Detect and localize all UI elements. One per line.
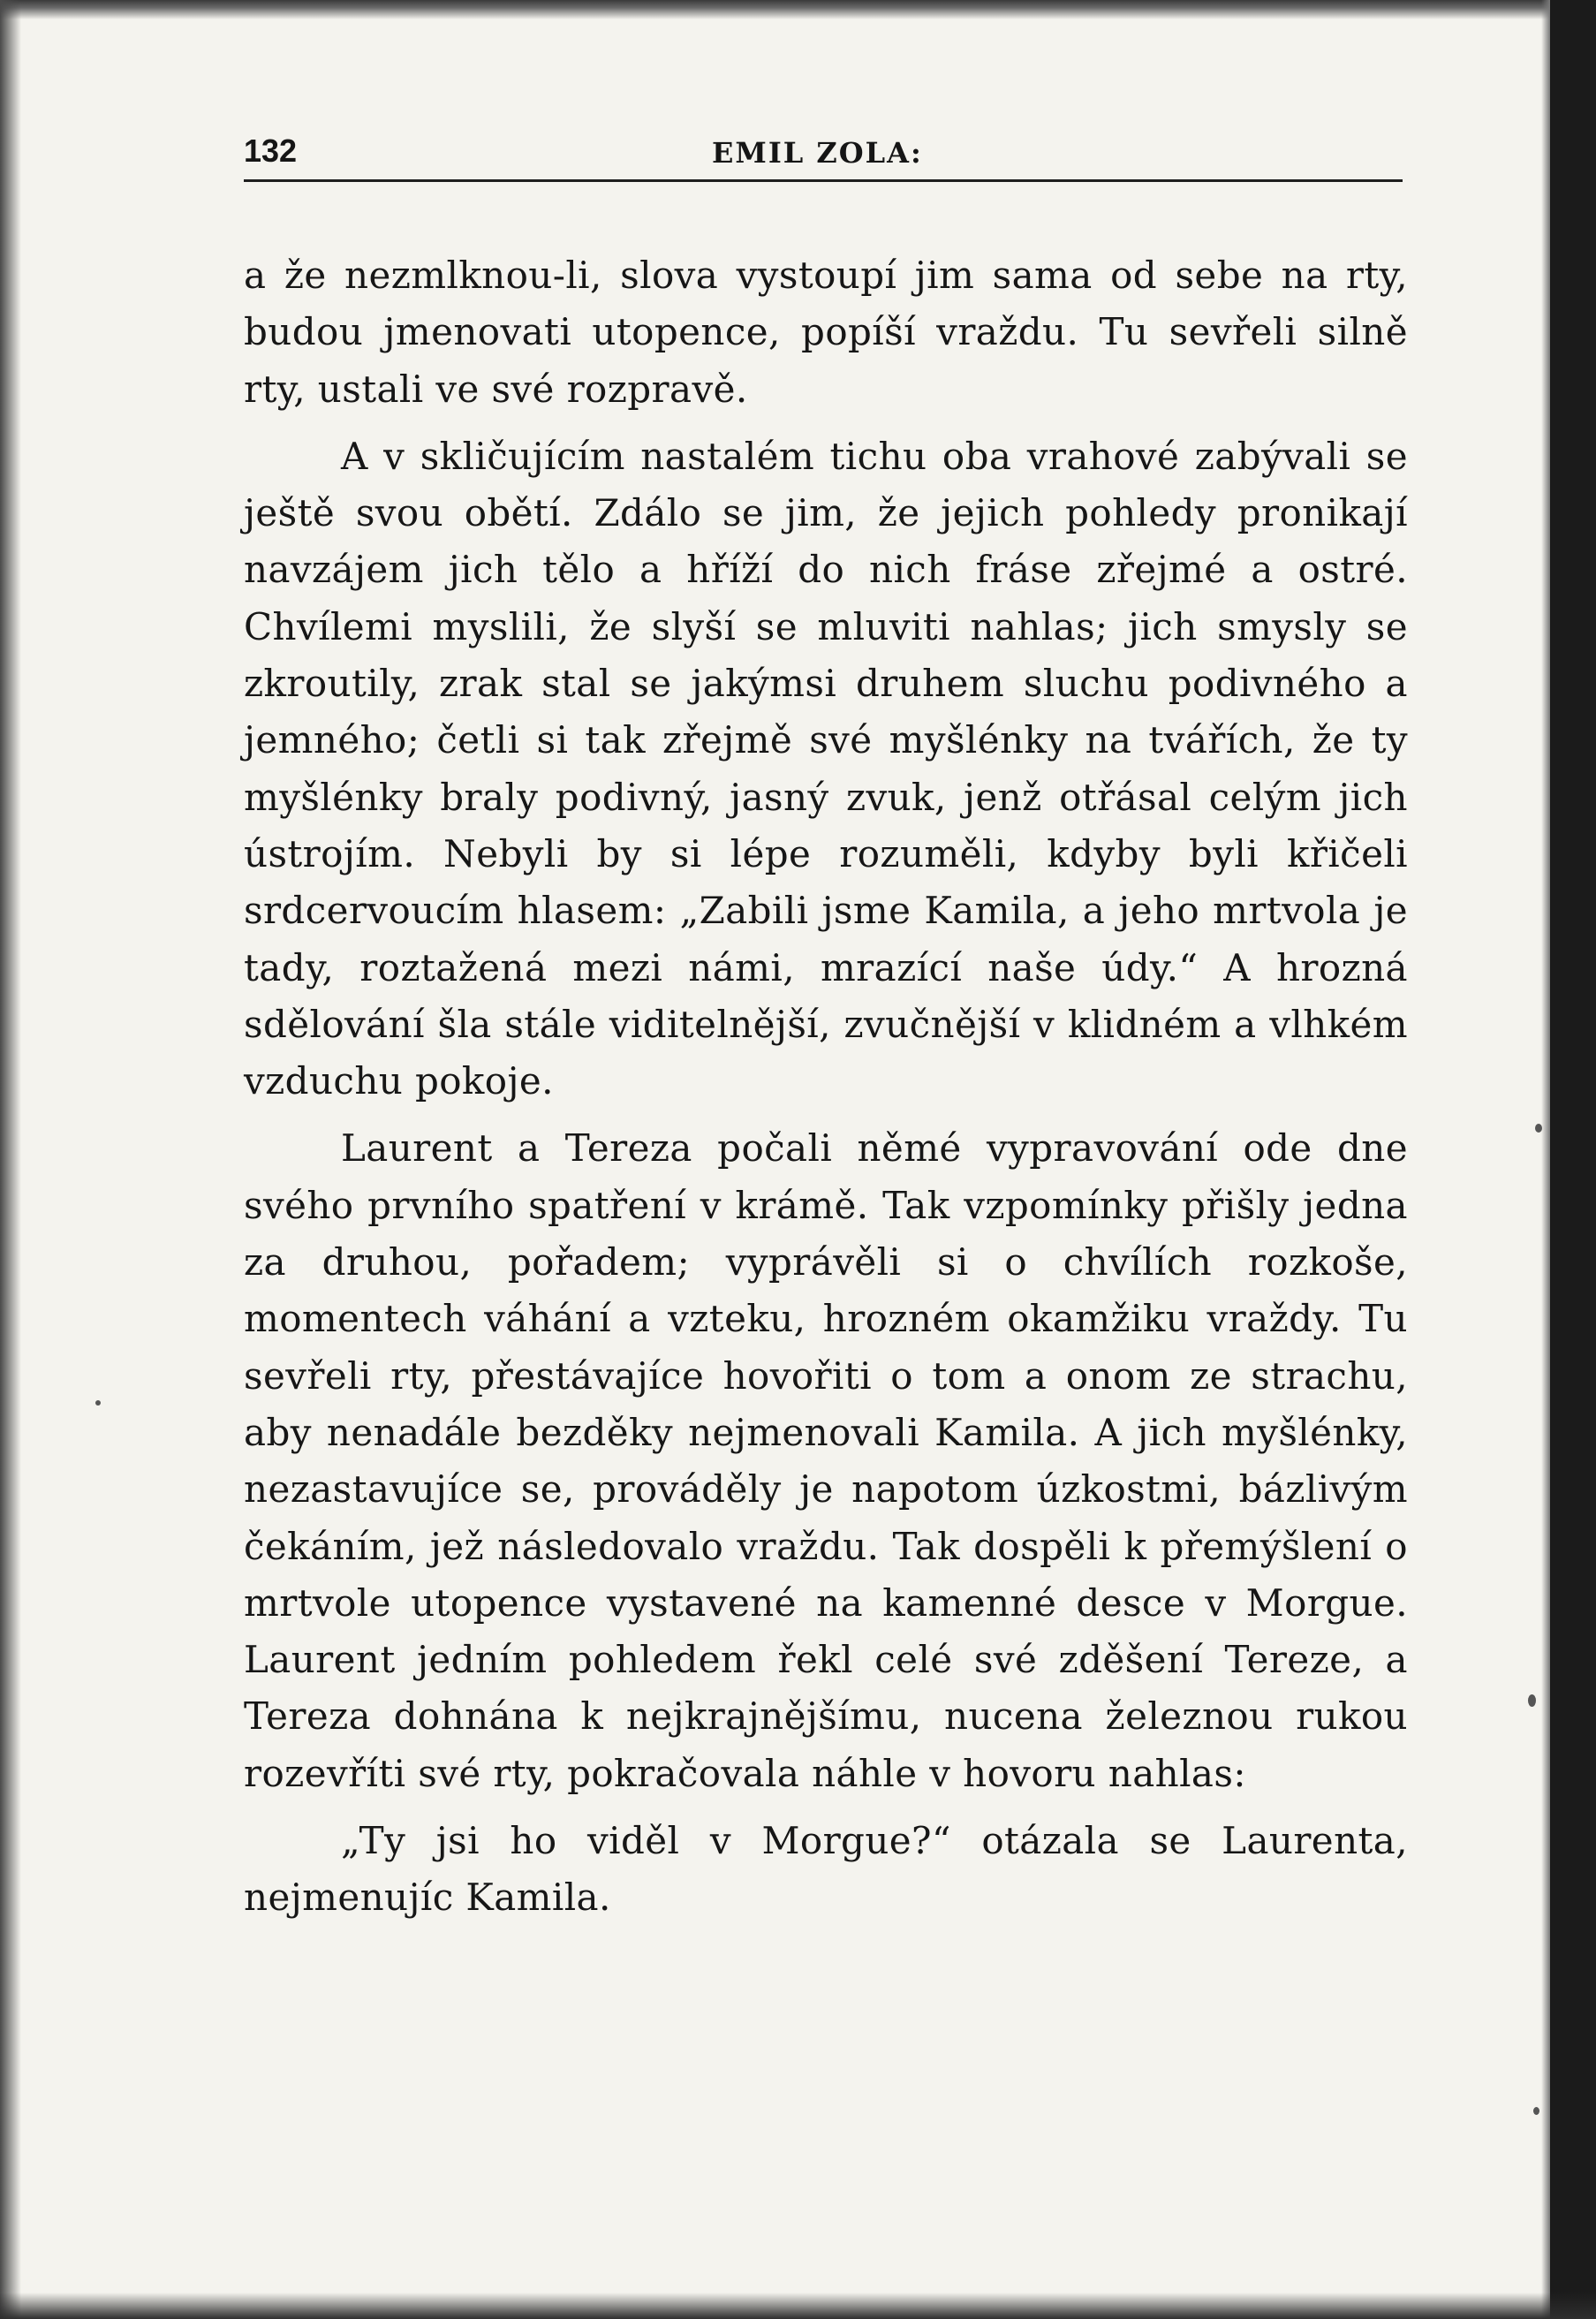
scan-edge-right <box>1550 0 1596 2319</box>
paragraph: „Ty jsi ho viděl v Morgue?“ otázala se Laurenta, nejmenujíc Kamila. <box>244 1819 1408 1920</box>
paragraph: a že nezmlknou-li, slova vystoupí jim sama od sebe na rty, budou jmenovati utopence, popíší vraždu. Tu sevřeli silně rty, ustali ve své rozpravě. <box>244 254 1408 411</box>
scan-speck <box>1535 1124 1542 1133</box>
paragraph: Laurent a Tereza počali němé vypravování ode dne svého prvního spatření v krámě. Tak vzpomínky přišly jedna za druhou, pořadem; vyprávěli si o chvílích rozkoše, momentech váhání a vzteku, hrozném okamžiku vraždy. Tu sevřeli rty, přestávajíce hovořiti o tom a onom ze strachu, aby nenadále bezděky nejmenovali Kamila. A jich myšlénky, nezastavujíce se, prováděly je napotom úzkostmi, bázlivým čekáním, jež následovalo vraždu. Tak dospěli k přemýšlení o mrtvole utopence vystavené na kamenné desce v Morgue. Laurent jedním pohledem řekl celé své zděšení Tereze, a Tereza dohnána k nejkrajnějšímu, nucena železnou rukou rozevříti své rty, pokračovala náhle v hovoru nahlas: <box>244 1126 1408 1795</box>
page-header <box>244 133 1401 184</box>
running-head: EMIL ZOLA: <box>712 136 923 170</box>
header-rule <box>244 179 1403 182</box>
scan-speck <box>1533 2107 1539 2115</box>
body-text <box>244 247 1408 1927</box>
scan-speck <box>1528 1694 1536 1707</box>
scan-edge-bottom <box>0 2292 1596 2319</box>
scan-edge-left <box>0 0 21 2319</box>
scan-speck <box>95 1400 101 1406</box>
page-number: 132 <box>244 133 298 169</box>
paragraph: A v skličujícím nastalém tichu oba vrahové zabývali se ještě svou obětí. Zdálo se jim, že jejich pohledy pronikají navzájem jich tělo a hříží do nich fráse zřejmé a ostré. Chvílemi myslili, že slyší se mluviti nahlas; jich smysly se zkroutily, zrak stal se jakýmsi druhem sluchu podivného a jemného; četli si tak zřejmě své myšlénky na tvářích, že ty myšlénky braly podivný, jasný zvuk, jenž otřásal celým jich ústrojím. Nebyli by si lépe rozuměli, kdyby byli křičeli srdcervoucím hlasem: „Zabili jsme Kamila, a jeho mrtvola je tady, roztažená mezi námi, mrazící naše údy.“ A hrozná sdělování šla stále viditelnější, zvučnější v klidném a vlhkém vzduchu pokoje. <box>244 434 1408 1103</box>
scan-edge-top <box>0 0 1596 19</box>
